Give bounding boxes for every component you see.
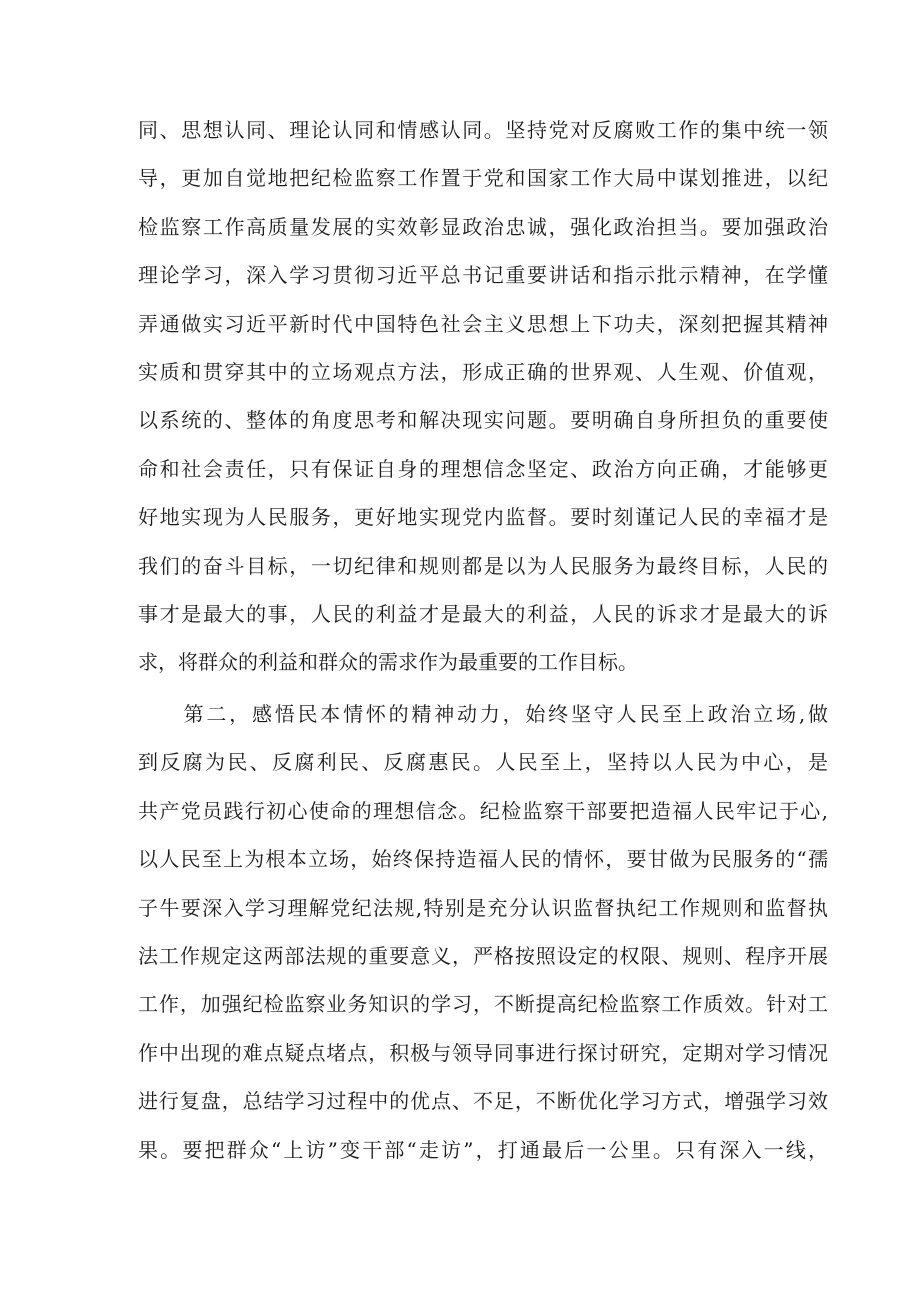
text-line: 命和社会责任，只有保证自身的理想信念坚定、政治方向正确，才能够更 — [138, 456, 828, 481]
text-line: 子牛要深入学习理解党纪法规,特别是充分认识监督执纪工作规则和监督执 — [138, 895, 828, 920]
paragraph-2 — [138, 690, 828, 1174]
text-line: 好地实现为人民服务，更好地实现党内监督。要时刻谨记人民的幸福才是 — [138, 505, 828, 530]
text-line: 检监察工作高质量发展的实效彰显政治忠诚，强化政治担当。要加强政治 — [138, 214, 828, 239]
text-line: 共产党员践行初心使命的理想信念。纪检监察干部要把造福人民牢记于心, — [138, 798, 828, 823]
text-line: 弄通做实习近平新时代中国特色社会主义思想上下功夫，深刻把握其精神 — [138, 311, 828, 336]
text-line: 导，更加自觉地把纪检监察工作置于党和国家工作大局中谋划推进，以纪 — [138, 166, 828, 191]
text-line: 我们的奋斗目标，一切纪律和规则都是以为人民服务为最终目标，人民的 — [138, 553, 828, 578]
text-line: 理论学习，深入学习贯彻习近平总书记重要讲话和指示批示精神，在学懂 — [138, 263, 828, 288]
text-line: 法工作规定这两部法规的重要意义，严格按照设定的权限、规则、程序开展 — [138, 943, 828, 968]
text-line: 实质和贯穿其中的立场观点方法，形成正确的世界观、人生观、价值观， — [138, 359, 828, 384]
text-line: 进行复盘，总结学习过程中的优点、不足，不断优化学习方式，增强学习效 — [138, 1089, 828, 1114]
text-line: 第二，感悟民本情怀的精神动力，始终坚守人民至上政治立场,做 — [138, 702, 828, 726]
text-line: 作中出现的难点疑点堵点，积极与领导同事进行探讨研究，定期对学习情况 — [138, 1040, 828, 1065]
text-line: 同、思想认同、理论认同和情感认同。坚持党对反腐败工作的集中统一领 — [138, 118, 828, 142]
paragraph-1 — [138, 106, 828, 687]
text-line: 事才是最大的事，人民的利益才是最大的利益，人民的诉求才是最大的诉 — [138, 601, 828, 626]
text-line: 以系统的、整体的角度思考和解决现实问题。要明确自身所担负的重要使 — [138, 408, 828, 433]
text-line: 到反腐为民、反腐利民、反腐惠民。人民至上，坚持以人民为中心，是 — [138, 750, 828, 775]
text-line: 以人民至上为根本立场，始终保持造福人民的情怀，要甘做为民服务的“孺 — [138, 847, 828, 872]
text-line: 求，将群众的利益和群众的需求作为最重要的工作目标。 — [138, 650, 638, 675]
text-line: 果。要把群众“上访”变干部“走访”，打通最后一公里。只有深入一线， — [138, 1137, 828, 1162]
text-line: 工作，加强纪检监察业务知识的学习，不断提高纪检监察工作质效。针对工 — [138, 992, 828, 1017]
